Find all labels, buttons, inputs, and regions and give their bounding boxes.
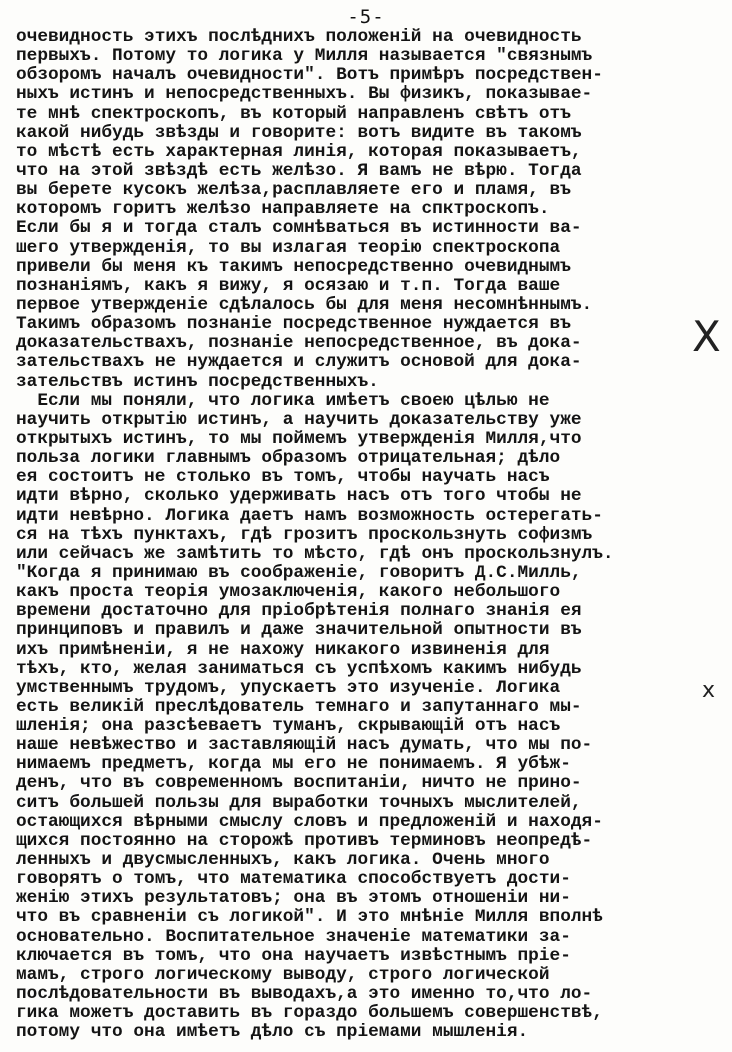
- text-line: идти вѣрно, сколько удерживать насъ отъ того чтобы не: [16, 486, 582, 507]
- text-line: привели бы меня къ такимъ непосредственно очевиднымъ: [16, 256, 571, 277]
- text-line: наше невѣжество и заставляющiй насъ думать, что мы по-: [16, 735, 593, 756]
- text-line: "Когда я принимаю въ соображенiе, говоритъ Д.С.Милль,: [16, 562, 582, 583]
- text-line: Если мы поняли, что логика имѣетъ своею цѣлью не: [16, 390, 550, 411]
- text-line: первыхъ. Потому то логика у Милля называется "связнымъ: [16, 46, 593, 67]
- text-line: или сейчасъ же замѣтить то мѣсто, гдѣ онъ проскользнулъ.: [16, 543, 614, 564]
- page-number: -5-: [347, 6, 385, 28]
- text-line: ея состоитъ не столько въ томъ, чтобы научать насъ: [16, 467, 550, 488]
- text-line: польза логики главнымъ образомъ отрицательная; дѣло: [16, 448, 561, 469]
- text-line: щихся постоянно на сторожѣ противъ терминовъ неопредѣ-: [16, 830, 593, 851]
- text-line: какой нибудь звѣзды и говорите: вотъ видите въ такомъ: [16, 122, 582, 143]
- text-line: ситъ большей пользы для выработки точныхъ мыслителей,: [16, 792, 582, 813]
- text-line: обзоромъ началъ очевидности". Вотъ примѣръ посредствен-: [16, 65, 603, 86]
- text-line: тѣхъ, кто, желая заниматься съ успѣхомъ какимъ нибудь: [16, 658, 582, 679]
- text-line: открытыхъ истинъ, то мы поймемъ утвержденiя Милля,что: [16, 428, 582, 449]
- margin-mark-small-x: x: [702, 678, 716, 703]
- text-line: познанiямъ, какъ я вижу, я осязаю и т.п. Тогда ваше: [16, 275, 561, 296]
- text-line: принциповъ и правилъ и даже значительной опытности въ: [16, 620, 582, 641]
- text-line: что на этой звѣздѣ есть желѣзо. Я вамъ не вѣрю. Тогда: [16, 160, 582, 181]
- text-line: умственнымъ трудомъ, упускаетъ это изученiе. Логика: [16, 677, 561, 698]
- text-line: основательно. Воспитательное значенiе математики за-: [16, 926, 571, 947]
- text-line: женiю этихъ результатовъ; она въ этомъ отношенiи ни-: [16, 888, 571, 909]
- text-line: потому что она имѣетъ дѣло съ прiемами мышленiя.: [16, 1022, 529, 1043]
- text-line: что въ сравненiи съ логикой". И это мнѣнiе Милля вполнѣ: [16, 907, 603, 928]
- text-line: нимаемъ предметъ, когда мы его не понимаемъ. Я убѣж-: [16, 754, 571, 775]
- margin-mark-large-x: X: [692, 312, 721, 361]
- text-line: времени достаточно для прiобрѣтенiя полнаго знанiя ея: [16, 601, 582, 622]
- text-line: зательствъ истинъ посредственныхъ.: [16, 371, 379, 392]
- typewritten-text: [16, 28, 716, 1042]
- text-line: остающихся вѣрными смыслу словъ и предложенiй и находя-: [16, 811, 603, 832]
- text-line: Если бы я и тогда сталъ сомнѣваться въ истинности ва-: [16, 218, 582, 239]
- text-line: есть великiй преслѣдователь темнаго и запутаннаго мы-: [16, 696, 582, 717]
- text-line: доказательствахъ, познанiе непосредственное, въ дока-: [16, 333, 582, 354]
- text-line: шленiя; она разсѣеваетъ туманъ, скрывающiй отъ насъ: [16, 716, 561, 737]
- text-line: ленныхъ и двусмысленныхъ, какъ логика. Очень много: [16, 850, 550, 871]
- text-line: то мѣстѣ есть характерная линiя, которая показываетъ,: [16, 141, 582, 162]
- text-line: денъ, что въ современномъ воспитанiи, ничто не прино-: [16, 773, 582, 794]
- text-line: зательствахъ не нуждается и служитъ основой для дока-: [16, 352, 582, 373]
- text-line: Такимъ образомъ познанiе посредственное нуждается въ: [16, 314, 571, 335]
- text-line: ихъ примѣненiи, я не нахожу никакого извиненiя для: [16, 639, 550, 660]
- text-line: которомъ горитъ желѣзо направляете на спктроскопъ.: [16, 199, 550, 220]
- text-line: шего утвержденiя, то вы излагая теорiю спектроскопа: [16, 237, 561, 258]
- text-line: научить открытiю истинъ, а научить доказательству уже: [16, 409, 582, 430]
- text-line: первое утвержденiе сдѣлалось бы для меня несомнѣннымъ.: [16, 294, 593, 315]
- text-line: гика можетъ доставить въ гораздо большемъ совершенствѣ,: [16, 1003, 603, 1024]
- text-line: ся на тѣхъ пунктахъ, гдѣ грозитъ проскользнуть софизмъ: [16, 524, 593, 545]
- text-line: вы берете кусокъ желѣза,расплавляете его и пламя, въ: [16, 180, 571, 201]
- text-line: мамъ, строго логическому выводу, строго логической: [16, 964, 550, 985]
- text-line: говорятъ о томъ, что математика способствуетъ дости-: [16, 869, 571, 890]
- text-line: очевидность этихъ послѣднихъ положенiй на очевидность: [16, 27, 582, 47]
- text-line: идти невѣрно. Логика даетъ намъ возможность остерегать-: [16, 505, 603, 526]
- text-line: ключается въ томъ, что она научаетъ извѣстнымъ прiе-: [16, 945, 571, 966]
- text-line: ныхъ истинъ и непосредственныхъ. Вы физикъ, показывае-: [16, 84, 593, 105]
- text-line: послѣдовательности въ выводахъ,а это именно то,что ло-: [16, 984, 593, 1005]
- text-line: какъ проста теорiя умозаключенiя, какого небольшого: [16, 582, 561, 603]
- text-line: те мнѣ спектроскопъ, въ который направленъ свѣтъ отъ: [16, 103, 571, 124]
